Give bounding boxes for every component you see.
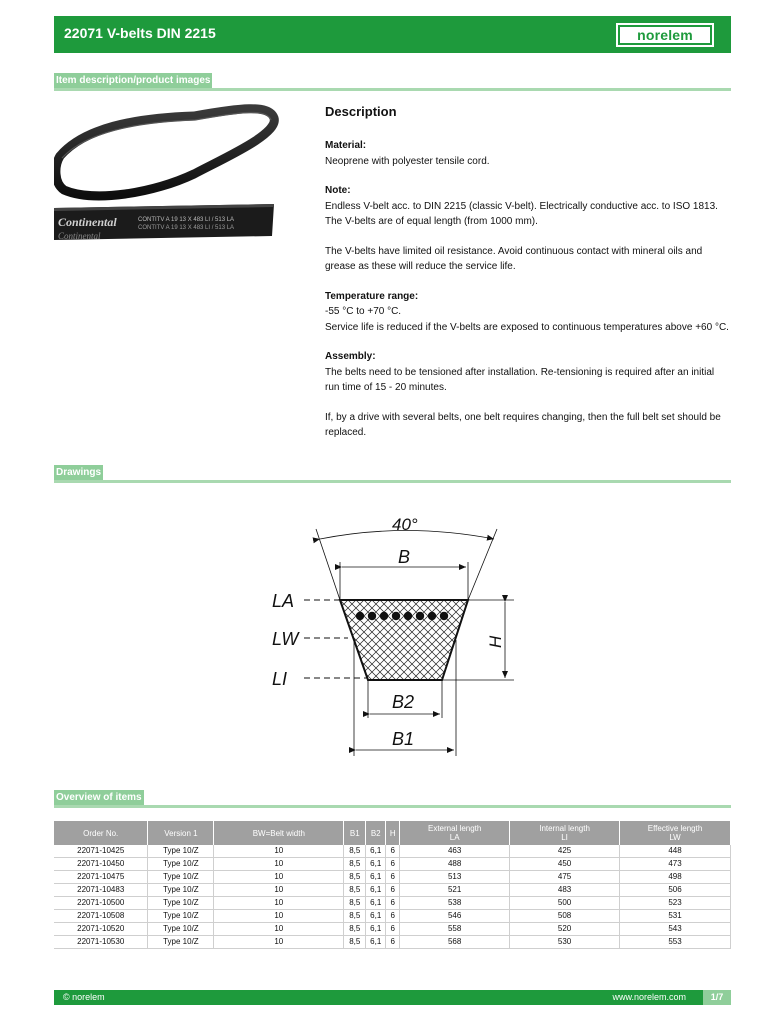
col-internal-length: Internal length LI xyxy=(510,821,620,845)
temperature-text: -55 °C to +70 °C. xyxy=(325,306,402,317)
table-cell: 22071-10483 xyxy=(54,884,148,897)
table-cell: Type 10/Z xyxy=(148,923,214,936)
table-cell: 6,1 xyxy=(366,858,386,871)
svg-text:Continental: Continental xyxy=(58,231,101,241)
table-row xyxy=(54,910,731,923)
oil-resistance-text: The V-belts have limited oil resistance. Avoid continuous contact with mineral oils and grease as these will reduce the service life. xyxy=(325,245,703,272)
angle-label: 40° xyxy=(392,515,418,534)
table-cell: 6 xyxy=(386,897,400,910)
section-item-description xyxy=(54,73,731,91)
table-row xyxy=(54,858,731,871)
lw-label: LW xyxy=(272,629,299,649)
col-effective-length: Effective length LW xyxy=(620,821,731,845)
temperature-label: Temperature range: xyxy=(325,290,419,302)
description-block xyxy=(325,103,730,455)
temperature-note: Service life is reduced if the V-belts are exposed to continuous temperatures above +60 °C. xyxy=(325,321,729,333)
table-header-row xyxy=(54,821,731,845)
table-cell: Type 10/Z xyxy=(148,884,214,897)
table-cell: Type 10/Z xyxy=(148,858,214,871)
table-cell: 508 xyxy=(510,910,620,923)
dim-b1-label: B1 xyxy=(392,729,415,749)
items-table xyxy=(54,821,731,949)
table-cell: 6 xyxy=(386,923,400,936)
assembly-text: The belts need to be tensioned after installation. Re-tensioning is required after an initial run time of 15 - 20 minutes. xyxy=(325,366,715,393)
section-overview xyxy=(54,790,731,808)
table-cell: 6 xyxy=(386,845,400,858)
table-cell: 483 xyxy=(510,884,620,897)
table-cell: 8,5 xyxy=(344,923,366,936)
table-row xyxy=(54,936,731,949)
table-cell: 463 xyxy=(400,845,510,858)
table-cell: 520 xyxy=(510,923,620,936)
dim-b2-label: B2 xyxy=(392,692,415,712)
material-text: Neoprene with polyester tensile cord. xyxy=(325,155,490,167)
replacement-text: If, by a drive with several belts, one belt requires changing, then the full belt set should be replaced. xyxy=(325,411,721,438)
col-external-length: External length LA xyxy=(400,821,510,845)
table-cell: 6,1 xyxy=(366,910,386,923)
li-label: LI xyxy=(272,669,288,689)
table-cell: 450 xyxy=(510,858,620,871)
table-cell: 10 xyxy=(214,871,344,884)
table-cell: 506 xyxy=(620,884,731,897)
table-cell: 523 xyxy=(620,897,731,910)
material-label: Material: xyxy=(325,140,367,151)
table-cell: 521 xyxy=(400,884,510,897)
table-cell: 543 xyxy=(620,923,731,936)
table-cell: 10 xyxy=(214,936,344,949)
section-divider xyxy=(54,805,731,808)
table-cell: 22071-10520 xyxy=(54,923,148,936)
belt-spec-print: CONTITV A 19 13 X 483 LI / 513 LA xyxy=(138,217,235,223)
note-block xyxy=(325,183,730,230)
table-cell: 6,1 xyxy=(366,845,386,858)
table-row xyxy=(54,897,731,910)
section-drawings xyxy=(54,465,731,483)
table-cell: 8,5 xyxy=(344,936,366,949)
note-text: Endless V-belt acc. to DIN 2215 (classic V-belt). Electrically conductive acc. to ISO 1813. The V-belts are of equal length (from 1000 mm). xyxy=(325,200,718,227)
table-cell: 8,5 xyxy=(344,871,366,884)
table-cell: 8,5 xyxy=(344,897,366,910)
col-b2: B2 xyxy=(366,821,386,845)
table-cell: 475 xyxy=(510,871,620,884)
table-cell: 10 xyxy=(214,845,344,858)
table-cell: Type 10/Z xyxy=(148,910,214,923)
table-cell: 10 xyxy=(214,858,344,871)
table-cell: 22071-10500 xyxy=(54,897,148,910)
col-h: H xyxy=(386,821,400,845)
v-belt-cross-section-drawing xyxy=(264,500,524,770)
table-row xyxy=(54,923,731,936)
table-cell: 6,1 xyxy=(366,871,386,884)
table-cell: 488 xyxy=(400,858,510,871)
dim-h-label: H xyxy=(486,635,505,648)
table-cell: 538 xyxy=(400,897,510,910)
note-label: Note: xyxy=(325,185,351,196)
table-body xyxy=(54,845,731,949)
table-cell: 10 xyxy=(214,910,344,923)
table-cell: 8,5 xyxy=(344,858,366,871)
table-cell: 6,1 xyxy=(366,936,386,949)
belt-brand-print: Continental xyxy=(58,215,117,229)
page-header xyxy=(54,16,731,53)
col-order-no: Order No. xyxy=(54,821,148,845)
table-cell: Type 10/Z xyxy=(148,871,214,884)
table-cell: 10 xyxy=(214,884,344,897)
table-cell: 568 xyxy=(400,936,510,949)
page-footer xyxy=(54,990,731,1005)
table-cell: 6 xyxy=(386,858,400,871)
table-cell: 22071-10450 xyxy=(54,858,148,871)
la-label: LA xyxy=(272,591,295,611)
section-label: Item description/product images xyxy=(54,73,212,89)
table-cell: 6,1 xyxy=(366,897,386,910)
v-belt-product-image xyxy=(54,98,284,243)
table-cell: 8,5 xyxy=(344,845,366,858)
table-cell: 8,5 xyxy=(344,884,366,897)
table-cell: 558 xyxy=(400,923,510,936)
table-cell: 6 xyxy=(386,936,400,949)
table-row xyxy=(54,871,731,884)
section-divider xyxy=(54,480,731,483)
description-heading: Description xyxy=(325,104,397,119)
table-cell: 22071-10530 xyxy=(54,936,148,949)
table-cell: 8,5 xyxy=(344,910,366,923)
assembly-block xyxy=(325,349,730,396)
table-cell: 22071-10475 xyxy=(54,871,148,884)
table-cell: Type 10/Z xyxy=(148,845,214,858)
page-number: 1/7 xyxy=(703,990,731,1005)
svg-text:CONTITV A 19 13 X 483 LI / 5: CONTITV A 19 13 X 483 LI / 513 LA xyxy=(138,225,235,231)
table-cell: 6 xyxy=(386,884,400,897)
col-b1: B1 xyxy=(344,821,366,845)
col-belt-width: BW=Belt width xyxy=(214,821,344,845)
table-row xyxy=(54,884,731,897)
table-cell: 10 xyxy=(214,923,344,936)
table-cell: 6 xyxy=(386,910,400,923)
material-block xyxy=(325,138,730,169)
table-cell: 531 xyxy=(620,910,731,923)
dim-b-label: B xyxy=(398,547,411,567)
logo-text: norelem xyxy=(620,27,710,43)
table-cell: 6 xyxy=(386,871,400,884)
assembly-label: Assembly: xyxy=(325,351,376,362)
footer-copyright: © norelem xyxy=(63,992,105,1002)
table-cell: 546 xyxy=(400,910,510,923)
table-cell: 425 xyxy=(510,845,620,858)
col-version: Version 1 xyxy=(148,821,214,845)
footer-url-link[interactable]: www.norelem.com xyxy=(612,992,686,1002)
table-cell: 530 xyxy=(510,936,620,949)
table-cell: 22071-10508 xyxy=(54,910,148,923)
table-cell: 448 xyxy=(620,845,731,858)
table-cell: 473 xyxy=(620,858,731,871)
table-cell: Type 10/Z xyxy=(148,897,214,910)
table-cell: 10 xyxy=(214,897,344,910)
table-cell: 6,1 xyxy=(366,884,386,897)
table-cell: 553 xyxy=(620,936,731,949)
section-label: Overview of items xyxy=(54,790,144,806)
section-divider xyxy=(54,88,731,91)
temperature-block xyxy=(325,289,730,336)
table-cell: 513 xyxy=(400,871,510,884)
table-cell: Type 10/Z xyxy=(148,936,214,949)
table-row xyxy=(54,845,731,858)
table-cell: 22071-10425 xyxy=(54,845,148,858)
section-label: Drawings xyxy=(54,465,103,481)
norelem-logo xyxy=(616,23,714,47)
page-title: 22071 V-belts DIN 2215 xyxy=(64,25,216,41)
table-cell: 500 xyxy=(510,897,620,910)
table-cell: 6,1 xyxy=(366,923,386,936)
table-cell: 498 xyxy=(620,871,731,884)
